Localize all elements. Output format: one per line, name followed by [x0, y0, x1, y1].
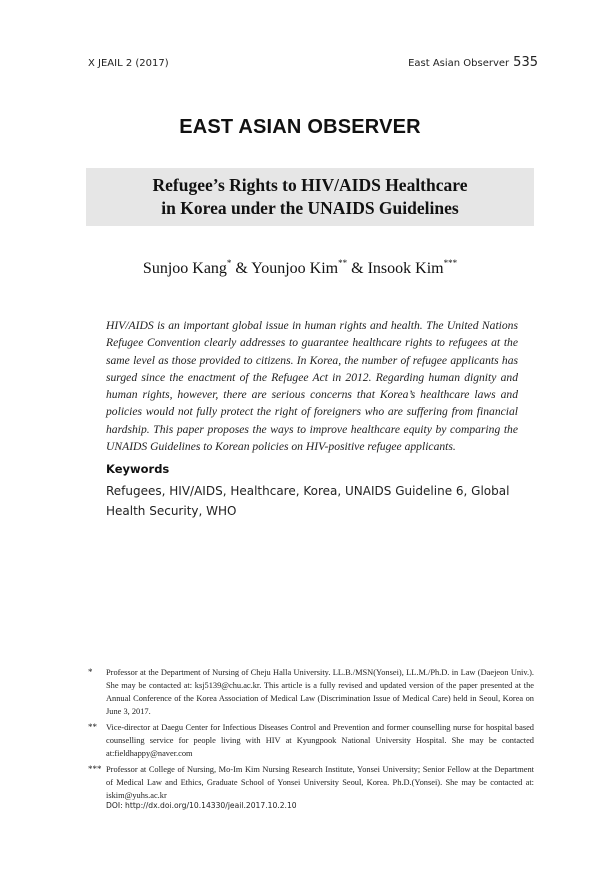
footnote-mark: **	[88, 722, 97, 732]
article-title-box	[86, 168, 534, 226]
footnote-mark: *	[88, 667, 93, 677]
author-separator: &	[231, 260, 252, 277]
keywords-text: Refugees, HIV/AIDS, Healthcare, Korea, UNAIDS Guideline 6, Global Health Security, WHO	[106, 484, 510, 518]
footnote	[88, 721, 534, 760]
article-title-line-1: Refugee’s Rights to HIV/AIDS Healthcare	[152, 175, 468, 195]
author-footnote-mark[interactable]: **	[338, 258, 348, 268]
abstract: HIV/AIDS is an important global issue in human rights and health. The United Nations Refugee Convention clearly addresses to guarantee healthcare rights to refugees at the same level as those provided to citizens. In Korea, the number of refugee applicants has surged since the enactment of the Refugee Act in 2012. Regarding human dignity and human rights, however, there are serious concerns that Korea’s healthcare laws and policies would not fully protect the right of foreigners who are suffering from financial hardship. This paper proposes the ways to improve healthcare equity by comparing the UNAIDS Guidelines to Korean policies on HIV-positive refugee applicants.	[106, 319, 518, 454]
author-footnote-mark[interactable]: ***	[443, 258, 458, 268]
article-title-line-2: in Korea under the UNAIDS Guidelines	[161, 198, 459, 218]
page-number: 535	[513, 55, 538, 70]
footnotes	[88, 666, 534, 805]
journal-title: EAST ASIAN OBSERVER	[179, 116, 421, 138]
author-footnote-mark[interactable]: *	[226, 258, 232, 268]
footnote	[88, 763, 534, 802]
author-name: Sunjoo Kang	[142, 260, 227, 277]
running-head-journal: East Asian Observer	[408, 58, 510, 69]
doi-link[interactable]: DOI: http://dx.doi.org/10.14330/jeail.2017.10.2.10	[106, 801, 297, 810]
footnote-text: Professor at the Department of Nursing of Cheju Halla University. LL.B./MSN(Yonsei), LL.M./Ph.D. in Law (Daejeon Univ.). She may be contacted at: ksj5139@chu.ac.kr. This article is a fully revised and updated version of the paper presented at the Annual Conference of the Korea Association of Medical Law (Discrimination Issue of Medical Care) held in Seoul, Korea on June 3, 2017.	[106, 668, 534, 716]
running-head	[88, 55, 538, 70]
author-name: Younjoo Kim	[251, 260, 339, 277]
running-head-right	[408, 55, 538, 70]
keywords-heading: Keywords	[106, 462, 170, 476]
running-head-left: X JEAIL 2 (2017)	[88, 58, 169, 69]
author-list	[0, 258, 600, 278]
author-name: Insook Kim	[367, 260, 444, 277]
author-separator: &	[347, 260, 368, 277]
footnote-mark: ***	[88, 764, 102, 774]
footnote-text: Professor at College of Nursing, Mo-Im Kim Nursing Research Institute, Yonsei University; Senior Fellow at the Department of Medical Law and Ethics, Graduate School of Yonsei University Seoul, Korea. Ph.D.(Yonsei). She may be contacted at: iskim@yuhs.ac.kr	[106, 765, 534, 800]
footnote-text: Vice-director at Daegu Center for Infectious Diseases Control and Prevention and former counselling nurse for hospital based counselling service for people living with HIV at Kyungpook National University Hospital. She may be contacted at:fieldhappy@naver.com	[106, 723, 534, 758]
footnote	[88, 666, 534, 718]
